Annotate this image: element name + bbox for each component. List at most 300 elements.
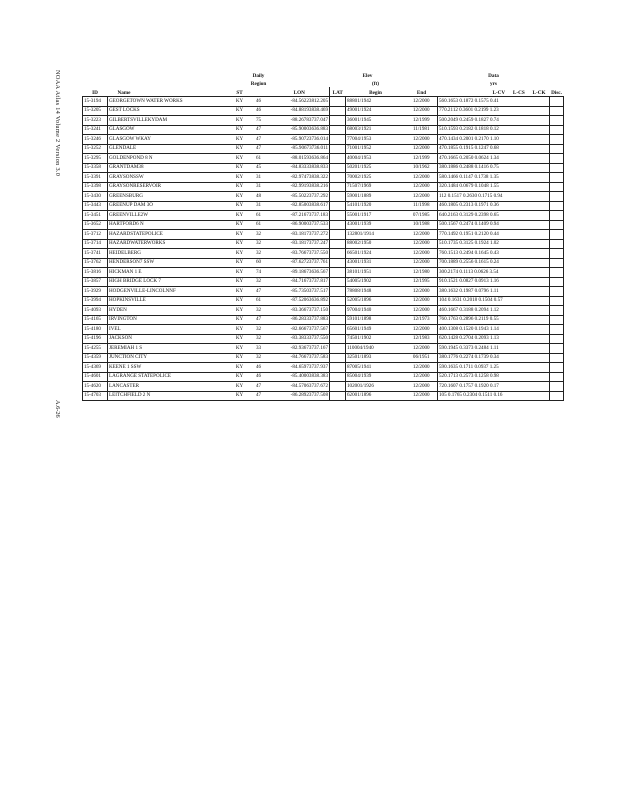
table-row bbox=[83, 296, 564, 306]
cell-spacer bbox=[330, 306, 346, 316]
cell-lon-lat: -89.18673636.567 bbox=[270, 268, 330, 278]
cell-name: HENDERSON7 SSW bbox=[108, 258, 232, 268]
cell-region: 47 bbox=[248, 287, 270, 297]
cell-disc bbox=[550, 277, 564, 287]
cell-st: KY bbox=[232, 353, 248, 363]
cell-end: 12/2000 bbox=[406, 382, 438, 392]
cell-end: 12/2000 bbox=[406, 287, 438, 297]
cell-name: GLASGOW bbox=[108, 125, 232, 135]
cell-end: 12/2000 bbox=[406, 135, 438, 145]
cell-id: 15-3430 bbox=[83, 192, 108, 202]
cell-id: 15-4255 bbox=[83, 344, 108, 354]
cell-spacer bbox=[330, 382, 346, 392]
cell-st: KY bbox=[232, 97, 248, 107]
table-row bbox=[83, 106, 564, 116]
cell-name: GEST LOCKS bbox=[108, 106, 232, 116]
cell-elev-begin: 52005/1896 bbox=[346, 296, 406, 306]
cell-region: 61 bbox=[248, 220, 270, 230]
cell-data: 104 0.1631 0.2018 0.1504 0.57 bbox=[438, 296, 550, 306]
cell-end: 12/1999 bbox=[406, 116, 438, 126]
cell-region: 32 bbox=[248, 325, 270, 335]
cell-spacer bbox=[330, 182, 346, 192]
cell-elev-begin: 32501/1893 bbox=[346, 353, 406, 363]
cell-end: 12/2000 bbox=[406, 258, 438, 268]
table-row bbox=[83, 144, 564, 154]
cell-st: KY bbox=[232, 230, 248, 240]
cell-name: HAZARDWATERWORKS bbox=[108, 239, 232, 249]
cell-lon-lat: -85.50223737.292 bbox=[270, 192, 330, 202]
running-header bbox=[51, 70, 63, 210]
cell-st: KY bbox=[232, 325, 248, 335]
cell-lon-lat: -85.90723736.014 bbox=[270, 135, 330, 145]
cell-spacer bbox=[330, 201, 346, 211]
cell-data: 470.1434 0.2001 0.2170 1.10 bbox=[438, 135, 550, 145]
cell-lon-lat: -87.62723737.761 bbox=[270, 258, 330, 268]
cell-end: 10/1962 bbox=[406, 163, 438, 173]
cell-spacer bbox=[330, 249, 346, 259]
cell-disc bbox=[550, 211, 564, 221]
cell-end: 12/2000 bbox=[406, 239, 438, 249]
cell-name: HARTFORD6 N bbox=[108, 220, 232, 230]
cell-id: 15-3714 bbox=[83, 239, 108, 249]
cell-spacer bbox=[330, 334, 346, 344]
cell-disc bbox=[550, 325, 564, 335]
cell-data: 300.2174 0.1113 0.0626 3.54 bbox=[438, 268, 550, 278]
cell-region: 31 bbox=[248, 182, 270, 192]
table-row bbox=[83, 353, 564, 363]
cell-spacer bbox=[330, 230, 346, 240]
cell-name: JACKSON bbox=[108, 334, 232, 344]
cell-elev-begin: 49001/1924 bbox=[346, 106, 406, 116]
cell-st: KY bbox=[232, 296, 248, 306]
cell-end: 12/2000 bbox=[406, 230, 438, 240]
cell-st: KY bbox=[232, 201, 248, 211]
table-row bbox=[83, 230, 564, 240]
cell-region: 32 bbox=[248, 277, 270, 287]
table-row bbox=[83, 182, 564, 192]
cell-name: HAZARDSTATEPOLICE bbox=[108, 230, 232, 240]
cell-name: HYDEN bbox=[108, 306, 232, 316]
cell-spacer bbox=[330, 363, 346, 373]
table-row bbox=[83, 315, 564, 325]
cell-elev-begin: 50201/1925 bbox=[346, 163, 406, 173]
cell-region: 61 bbox=[248, 211, 270, 221]
cell-id: 15-3857 bbox=[83, 277, 108, 287]
cell-disc bbox=[550, 372, 564, 382]
cell-data: 760.1513 0.2494 0.1645 0.43 bbox=[438, 249, 550, 259]
table-row bbox=[83, 334, 564, 344]
cell-elev-begin: 77004/1953 bbox=[346, 135, 406, 145]
cell-data: 112 0.1517 0.2630 0.1715 0.94 bbox=[438, 192, 550, 202]
table-row bbox=[83, 325, 564, 335]
cell-spacer bbox=[330, 125, 346, 135]
cell-region: 47 bbox=[248, 125, 270, 135]
cell-id: 15-3295 bbox=[83, 154, 108, 164]
cell-id: 15-3194 bbox=[83, 97, 108, 107]
cell-disc bbox=[550, 258, 564, 268]
table-row bbox=[83, 306, 564, 316]
cell-end: 12/2000 bbox=[406, 182, 438, 192]
cell-st: KY bbox=[232, 344, 248, 354]
cell-disc bbox=[550, 268, 564, 278]
cell-id: 15-4369 bbox=[83, 363, 108, 373]
cell-region: 46 bbox=[248, 97, 270, 107]
header-disc: Disc. bbox=[550, 87, 564, 97]
cell-id: 15-3741 bbox=[83, 249, 108, 259]
cell-st: KY bbox=[232, 106, 248, 116]
cell-end: 12/2000 bbox=[406, 106, 438, 116]
table-row bbox=[83, 125, 564, 135]
cell-spacer bbox=[330, 239, 346, 249]
header-ft: (ft) bbox=[372, 80, 379, 87]
cell-spacer bbox=[330, 135, 346, 145]
cell-region: 32 bbox=[248, 230, 270, 240]
cell-disc bbox=[550, 382, 564, 392]
cell-disc bbox=[550, 144, 564, 154]
cell-id: 15-4180 bbox=[83, 325, 108, 335]
cell-st: KY bbox=[232, 220, 248, 230]
cell-name: GRAYSONSSW bbox=[108, 173, 232, 183]
cell-end: 12/1973 bbox=[406, 315, 438, 325]
cell-lon-lat: -85.40003838.383 bbox=[270, 372, 330, 382]
cell-spacer bbox=[330, 344, 346, 354]
cell-name: KEENE 1 SSW bbox=[108, 363, 232, 373]
header-end: End bbox=[406, 87, 438, 97]
cell-disc bbox=[550, 154, 564, 164]
cell-disc bbox=[550, 363, 564, 373]
cell-lon-lat: -83.18173737.247 bbox=[270, 239, 330, 249]
cell-end: 12/2000 bbox=[406, 306, 438, 316]
cell-lon-lat: -84.88193838.469 bbox=[270, 106, 330, 116]
table-row bbox=[83, 287, 564, 297]
cell-end: 07/1985 bbox=[406, 211, 438, 221]
cell-region: 46 bbox=[248, 106, 270, 116]
cell-lon-lat: -82.99193838.216 bbox=[270, 182, 330, 192]
cell-st: KY bbox=[232, 363, 248, 373]
cell-data: 770.1492 0.1951 0.2120 0.44 bbox=[438, 230, 550, 240]
header-lmoments bbox=[438, 87, 550, 97]
cell-spacer bbox=[330, 211, 346, 221]
cell-data: 500.2049 0.2459 0.1827 0.74 bbox=[438, 116, 550, 126]
cell-elev-begin: 110004/1940 bbox=[346, 344, 406, 354]
cell-id: 15-4359 bbox=[83, 353, 108, 363]
cell-region: 61 bbox=[248, 296, 270, 306]
cell-name: HIGH BRIDGE LOCK 7 bbox=[108, 277, 232, 287]
cell-st: KY bbox=[232, 211, 248, 221]
table-row bbox=[83, 268, 564, 278]
cell-name: LEITCHFIELD 2 N bbox=[108, 391, 232, 401]
cell-elev-begin: 40004/1953 bbox=[346, 154, 406, 164]
cell-region: 47 bbox=[248, 144, 270, 154]
cell-data: 470.1665 0.2050 0.0624 1.34 bbox=[438, 154, 550, 164]
cell-end: 06/1951 bbox=[406, 353, 438, 363]
table-row bbox=[83, 211, 564, 221]
cell-st: KY bbox=[232, 144, 248, 154]
cell-id: 15-4196 bbox=[83, 334, 108, 344]
cell-end: 12/2000 bbox=[406, 192, 438, 202]
cell-elev-begin: 102001/1926 bbox=[346, 382, 406, 392]
cell-elev-begin: 65601/1949 bbox=[346, 325, 406, 335]
header-lat: LAT bbox=[330, 87, 346, 97]
cell-end: 12/2000 bbox=[406, 296, 438, 306]
cell-disc bbox=[550, 173, 564, 183]
cell-region: 74 bbox=[248, 268, 270, 278]
cell-region: 47 bbox=[248, 391, 270, 401]
cell-spacer bbox=[330, 296, 346, 306]
cell-spacer bbox=[330, 391, 346, 401]
cell-lon-lat: -88.01593636.864 bbox=[270, 154, 330, 164]
cell-st: KY bbox=[232, 192, 248, 202]
cell-lon-lat: -84.56223812.205 bbox=[270, 97, 330, 107]
cell-lon-lat: -85.90003636.883 bbox=[270, 125, 330, 135]
cell-region: 32 bbox=[248, 334, 270, 344]
cell-data: 590.1635 0.1711 0.0937 1.25 bbox=[438, 363, 550, 373]
cell-id: 15-3451 bbox=[83, 211, 108, 221]
cell-data: 400.1308 0.1520 0.1943 1.14 bbox=[438, 325, 550, 335]
cell-spacer bbox=[330, 97, 346, 107]
cell-lon-lat: -82.66673737.567 bbox=[270, 325, 330, 335]
cell-end: 12/2000 bbox=[406, 173, 438, 183]
cell-data: 105 0.1765 0.2304 0.1511 0.16 bbox=[438, 391, 550, 401]
cell-end: 12/2000 bbox=[406, 144, 438, 154]
cell-elev-begin: 88002/1950 bbox=[346, 239, 406, 249]
cell-name: GLENDALE bbox=[108, 144, 232, 154]
cell-disc bbox=[550, 135, 564, 145]
cell-data: 380.1776 0.2274 0.1739 0.34 bbox=[438, 353, 550, 363]
cell-lon-lat: -84.65973737.937 bbox=[270, 363, 330, 373]
table-row bbox=[83, 163, 564, 173]
cell-st: KY bbox=[232, 277, 248, 287]
cell-end: 12/2000 bbox=[406, 249, 438, 259]
cell-region: 47 bbox=[248, 135, 270, 145]
cell-name: LANCASTER bbox=[108, 382, 232, 392]
cell-name: GILBERTSVILLEKYDAM bbox=[108, 116, 232, 126]
cell-st: KY bbox=[232, 116, 248, 126]
cell-st: KY bbox=[232, 391, 248, 401]
cell-region: 47 bbox=[248, 315, 270, 325]
table-row bbox=[83, 249, 564, 259]
header-data: Data bbox=[488, 72, 499, 79]
cell-region: 31 bbox=[248, 201, 270, 211]
cell-end: 12/1999 bbox=[406, 154, 438, 164]
cell-region: 46 bbox=[248, 363, 270, 373]
cell-id: 15-3358 bbox=[83, 163, 108, 173]
cell-end: 12/2000 bbox=[406, 97, 438, 107]
cell-st: KY bbox=[232, 287, 248, 297]
cell-disc bbox=[550, 249, 564, 259]
cell-st: KY bbox=[232, 173, 248, 183]
cell-name: IRVINGTON bbox=[108, 315, 232, 325]
cell-data: 380.1632 0.1987 0.0796 1.11 bbox=[438, 287, 550, 297]
cell-id: 15-3398 bbox=[83, 182, 108, 192]
cell-region: 32 bbox=[248, 249, 270, 259]
cell-data: 510.1593 0.2182 0.1818 0.12 bbox=[438, 125, 550, 135]
header-daily: Daily bbox=[252, 72, 265, 79]
cell-disc bbox=[550, 334, 564, 344]
cell-id: 15-3205 bbox=[83, 106, 108, 116]
cell-data: 590.1945 0.3373 0.2484 1.11 bbox=[438, 344, 550, 354]
cell-end: 12/2000 bbox=[406, 363, 438, 373]
cell-elev-begin: 71001/1952 bbox=[346, 144, 406, 154]
table-row bbox=[83, 382, 564, 392]
cell-id: 15-3241 bbox=[83, 125, 108, 135]
header-lon: LON bbox=[270, 87, 330, 97]
cell-lon-lat: -86.28333737.883 bbox=[270, 315, 330, 325]
cell-st: KY bbox=[232, 382, 248, 392]
cell-spacer bbox=[330, 372, 346, 382]
cell-lon-lat: -83.18173737.272 bbox=[270, 230, 330, 240]
cell-name: GRAYSONRESERVOIR bbox=[108, 182, 232, 192]
cell-spacer bbox=[330, 220, 346, 230]
cell-spacer bbox=[330, 173, 346, 183]
cell-data: 620.1428 0.2704 0.2093 1.13 bbox=[438, 334, 550, 344]
header-begin: Begin bbox=[346, 87, 406, 97]
cell-name: GOLDENPOND 8 N bbox=[108, 154, 232, 164]
cell-disc bbox=[550, 163, 564, 173]
cell-elev-begin: 54005/1902 bbox=[346, 277, 406, 287]
cell-lon-lat: -85.90673736.011 bbox=[270, 144, 330, 154]
cell-elev-begin: 78808/1948 bbox=[346, 287, 406, 297]
cell-disc bbox=[550, 125, 564, 135]
cell-end: 12/1995 bbox=[406, 277, 438, 287]
cell-st: KY bbox=[232, 306, 248, 316]
cell-elev-begin: 97004/1940 bbox=[346, 306, 406, 316]
cell-st: KY bbox=[232, 334, 248, 344]
cell-lon-lat: -83.76673737.550 bbox=[270, 249, 330, 259]
cell-data: 770.2112 0.3601 0.2199 1.23 bbox=[438, 106, 550, 116]
cell-lon-lat: -82.97473838.322 bbox=[270, 173, 330, 183]
cell-region: 33 bbox=[248, 344, 270, 354]
cell-st: KY bbox=[232, 125, 248, 135]
cell-st: KY bbox=[232, 154, 248, 164]
cell-lon-lat: -86.90003737.533 bbox=[270, 220, 330, 230]
cell-disc bbox=[550, 306, 564, 316]
cell-id: 15-3929 bbox=[83, 287, 108, 297]
cell-elev-begin: 85004/1939 bbox=[346, 372, 406, 382]
cell-spacer bbox=[330, 116, 346, 126]
header-elev: Elev bbox=[362, 72, 373, 79]
table-row bbox=[83, 344, 564, 354]
cell-spacer bbox=[330, 277, 346, 287]
cell-elev-begin: 59101/1898 bbox=[346, 315, 406, 325]
cell-st: KY bbox=[232, 315, 248, 325]
cell-elev-begin: 132801/1914 bbox=[346, 230, 406, 240]
cell-id: 15-4620 bbox=[83, 382, 108, 392]
header-yrs: yrs bbox=[490, 80, 497, 87]
cell-region: 46 bbox=[248, 372, 270, 382]
table-row bbox=[83, 201, 564, 211]
table-row bbox=[83, 363, 564, 373]
cell-disc bbox=[550, 116, 564, 126]
cell-data: 910.1521 0.0827 0.0913 1.16 bbox=[438, 277, 550, 287]
cell-lon-lat: -86.28923737.508 bbox=[270, 391, 330, 401]
cell-spacer bbox=[330, 163, 346, 173]
cell-name: HODGENVILLE-LINCOLNNF bbox=[108, 287, 232, 297]
table-row bbox=[83, 173, 564, 183]
cell-disc bbox=[550, 230, 564, 240]
cell-id: 15-4601 bbox=[83, 372, 108, 382]
cell-elev-begin: 36001/1945 bbox=[346, 116, 406, 126]
cell-data: 460.1667 0.3188 0.2094 1.12 bbox=[438, 306, 550, 316]
cell-name: HICKMAN 1 E bbox=[108, 268, 232, 278]
cell-id: 15-3652 bbox=[83, 220, 108, 230]
table-row bbox=[83, 220, 564, 230]
cell-end: 12/2000 bbox=[406, 391, 438, 401]
cell-disc bbox=[550, 106, 564, 116]
cell-name: GEORGETOWN WATER WORKS bbox=[108, 97, 232, 107]
table-row bbox=[83, 154, 564, 164]
cell-lon-lat: -83.38333737.550 bbox=[270, 334, 330, 344]
table-body bbox=[83, 97, 564, 401]
cell-name: GLASGOW WKAY bbox=[108, 135, 232, 145]
table-row bbox=[83, 239, 564, 249]
cell-disc bbox=[550, 192, 564, 202]
table-row bbox=[83, 258, 564, 268]
cell-end: 12/2000 bbox=[406, 372, 438, 382]
table-header bbox=[83, 70, 564, 97]
cell-end: 12/1983 bbox=[406, 334, 438, 344]
cell-disc bbox=[550, 287, 564, 297]
cell-id: 15-4093 bbox=[83, 306, 108, 316]
cell-end: 11/1998 bbox=[406, 201, 438, 211]
cell-end: 12/1980 bbox=[406, 268, 438, 278]
cell-name: GREENUP DAM 3O bbox=[108, 201, 232, 211]
cell-lon-lat: -82.93673737.167 bbox=[270, 344, 330, 354]
cell-id: 15-3443 bbox=[83, 201, 108, 211]
cell-elev-begin: 74501/1902 bbox=[346, 334, 406, 344]
cell-name: GREENVILLE2W bbox=[108, 211, 232, 221]
header-lck: L-CK bbox=[532, 89, 546, 96]
cell-elev-begin: 66501/1924 bbox=[346, 249, 406, 259]
cell-elev-begin: 59001/1889 bbox=[346, 192, 406, 202]
cell-spacer bbox=[330, 353, 346, 363]
cell-data: 700.1889 0.2556 0.1615 0.24 bbox=[438, 258, 550, 268]
cell-disc bbox=[550, 296, 564, 306]
cell-id: 15-3246 bbox=[83, 135, 108, 145]
cell-disc bbox=[550, 97, 564, 107]
table-row bbox=[83, 372, 564, 382]
cell-spacer bbox=[330, 106, 346, 116]
cell-data: 380.1886 0.2488 0.1416 0.75 bbox=[438, 163, 550, 173]
cell-region: 32 bbox=[248, 353, 270, 363]
cell-name: LAGRANGE STATEPOLICE bbox=[108, 372, 232, 382]
cell-region: 45 bbox=[248, 163, 270, 173]
cell-disc bbox=[550, 344, 564, 354]
cell-spacer bbox=[330, 287, 346, 297]
cell-elev-begin: 88801/1942 bbox=[346, 97, 406, 107]
cell-st: KY bbox=[232, 239, 248, 249]
cell-lon-lat: -84.83333838.833 bbox=[270, 163, 330, 173]
cell-disc bbox=[550, 182, 564, 192]
cell-data: 560.1653 0.1872 0.1575 0.41 bbox=[438, 97, 550, 107]
cell-name: HOPKINSVILLE bbox=[108, 296, 232, 306]
cell-lon-lat: -87.52063636.892 bbox=[270, 296, 330, 306]
cell-disc bbox=[550, 315, 564, 325]
station-table bbox=[82, 70, 564, 401]
cell-elev-begin: 71507/1969 bbox=[346, 182, 406, 192]
cell-id: 15-3391 bbox=[83, 173, 108, 183]
cell-lon-lat: -88.26783737.047 bbox=[270, 116, 330, 126]
cell-region: 31 bbox=[248, 173, 270, 183]
cell-elev-begin: 43001/1931 bbox=[346, 258, 406, 268]
cell-lon-lat: -87.21673737.183 bbox=[270, 211, 330, 221]
table-row bbox=[83, 116, 564, 126]
cell-name: GREENSBURG bbox=[108, 192, 232, 202]
page-number bbox=[51, 400, 63, 440]
cell-data: 520.1713 0.2573 0.1258 0.98 bbox=[438, 372, 550, 382]
page-number-text: A.6-26 bbox=[54, 400, 61, 418]
cell-name: JEREMIAH 1 S bbox=[108, 344, 232, 354]
